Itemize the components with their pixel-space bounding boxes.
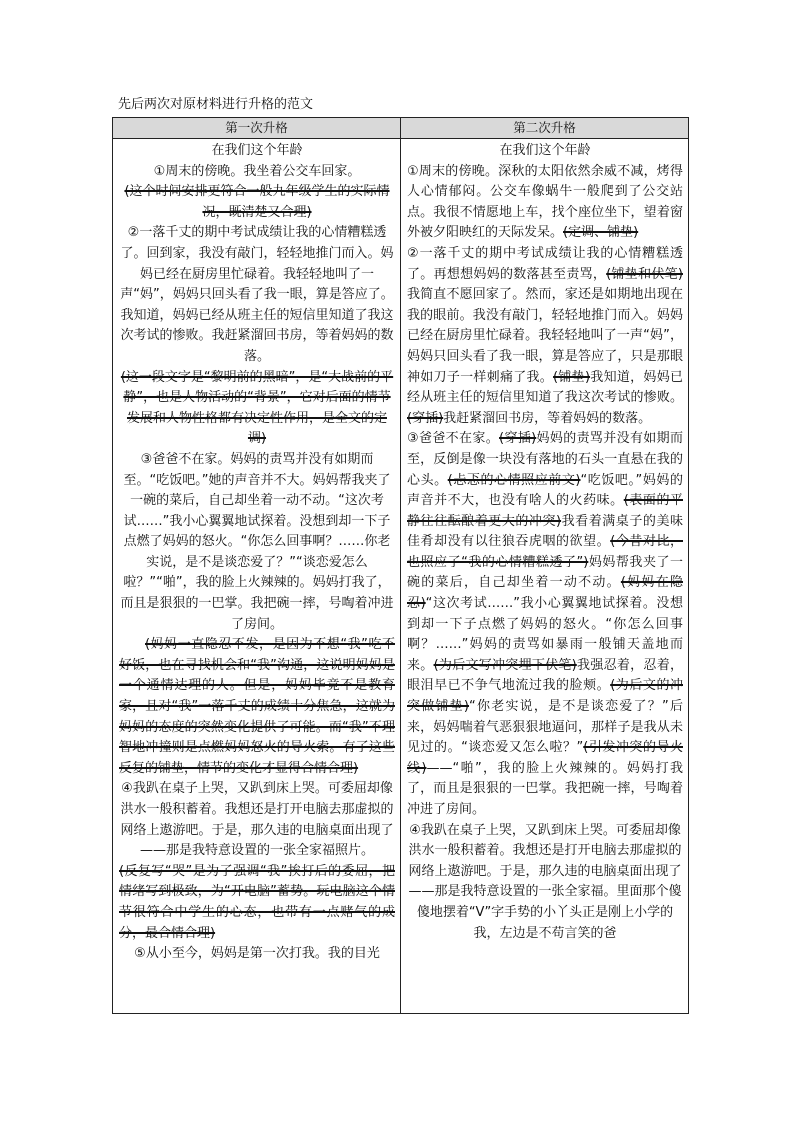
- table-body-row: [113, 139, 689, 1014]
- revision-note: (为后文写冲突埋下伏笔): [433, 657, 577, 673]
- page-heading: 先后两次对原材料进行升格的范文: [118, 97, 314, 112]
- revision-note: (定调、铺垫): [563, 225, 639, 241]
- paragraph-4: ④我趴在桌子上哭，又趴到床上哭。可委屈却像洪水一般积蓄着。我想还是打开电脑去那虚拟的网络上遨游吧。于是，那久违的电脑桌面出现了——那是我特意设置的一张全家福照片。: [120, 781, 394, 859]
- revision-note: (这个时间安排更符合一般九年级学生的实际情况，既清楚又合理): [124, 184, 390, 220]
- column-header-second: 第二次升格: [401, 118, 689, 139]
- second-revision-text: [401, 139, 688, 1013]
- revision-note: (引发冲突的导火线): [407, 740, 683, 776]
- table-header-row: [113, 118, 689, 139]
- paragraph-1: ①周末的傍晚。我坐着公交车回家。: [153, 163, 361, 179]
- first-revision-text: [113, 139, 400, 1013]
- column-header-first: 第一次升格: [113, 118, 401, 139]
- revision-note: (铺垫): [553, 369, 591, 385]
- comparison-table: [112, 117, 689, 1014]
- revision-note: (妈妈一直隐忍不发，是因为不想“我”吃不好饭，也在寻找机会和“我”沟通，这说明妈妈是一个通情达理的人。但是，妈妈毕竟不是教育家，且对“我”一落千丈的成绩十分焦急，这就为妈妈的态度的突然变化提供了可能。而“我”不理智地冲撞则是点燃妈妈怒火的导火索。有了这些反复的铺垫，情节的变化才显得合情合理): [119, 637, 395, 776]
- revision-note: (妈妈在隐忍): [407, 575, 683, 612]
- revision-note: (铺垫和伏笔): [606, 266, 683, 282]
- paragraph-1: ①周末的傍晚。深秋的太阳依然余威不减，烤得人心情郁闷。公交车像蜗牛一般爬到了公交站点。我很不情愿地上车，找个座位坐下，望着窗外被夕阳映红的天际发呆。(定调、铺垫): [407, 163, 683, 241]
- paragraph-3: ③爸爸不在家。妈妈的责骂并没有如期而至。“吃饭吧。”她的声音并不大。妈妈帮我夹了一碗的菜后，自己却坐着一动不动。“这次考试……”我小心翼翼地试探着。没想到却一下子点燃了妈妈的怒火。“你怎么回事啊？……你老实说，是不是谈恋爱了？”“谈恋爱怎么啦？”“啪”，我的脸上火辣辣的。妈妈打我了，而且是狠狠的一巴掌。我把碗一摔，号啕着冲进了房间。: [120, 451, 394, 632]
- revision-note: (表面的平静往往酝酿着更大的冲突): [407, 493, 683, 529]
- paragraph-3: ③爸爸不在家。(穿插)妈妈的责骂并没有如期而至，反倒是像一块没有落地的石头一直悬在我的心头。(忐忑的心情照应前文)“吃饭吧。”妈妈的声音并不大，也没有啥人的火药味。(表面的平静往往酝酿着更大的冲突)我看着满桌子的美味佳肴却没有以往狼吞虎咽的欲望。(今昔对比，也照应了“我的心情糟糕透了”)妈妈帮我夹了一碗的菜后，自己却坐着一动不动。(妈妈在隐忍)“这次考试……”我小心翼翼地试探着。没想到却一下子点燃了妈妈的怒火。“你怎么回事啊？……”妈妈的责骂如暴雨一般铺天盖地而来。(为后文写冲突埋下伏笔)我强忍着，忍着，眼泪早已不争气地流过我的脸颊。(为后文的冲突做铺垫)“你老实说，是不是谈恋爱了？”后来，妈妈喘着气恶狠狠地逼问，那样子是我从未见过的。“谈恋爱又怎么啦？”(引发冲突的导火线)——“啪”，我的脸上火辣辣的。妈妈打我了，而且是狠狠的一巴掌。我把碗一摔，号啕着冲进了房间。: [407, 431, 683, 817]
- first-revision-cell: [113, 139, 401, 1014]
- revision-note: (今昔对比，也照应了“我的心情糟糕透了”): [407, 534, 683, 570]
- revision-note: (忐忑的心情照应前文): [447, 472, 581, 488]
- revision-note: (反复写“哭”是为了强调“我”挨打后的委屈，把情绪写到极致，为“开电脑”蓄势。玩电脑这个情节很符合中学生的心态，也带有一点赌气的成分，最合情合理): [119, 863, 395, 941]
- paragraph-5: ⑤从小至今，妈妈是第一次打我。我的目光: [134, 946, 380, 962]
- second-revision-cell: [401, 139, 689, 1014]
- paragraph-2: ②一落千丈的期中考试成绩让我的心情糟糕透了。再想想妈妈的数落甚至责骂，(铺垫和伏笔)我简直不愿回家了。然而，家还是如期地出现在我的眼前。我没有敲门，轻轻地推门而入。妈妈已经在厨房里忙碌着。我轻轻地叫了一声“妈”，妈妈只回头看了我一眼，算是答应了，只是那眼神如刀子一样刺痛了我。(铺垫)我知道，妈妈已经从班主任的短信里知道了我这次考试的惨败。(穿插)我赶紧溜回书房，等着妈妈的数落。: [407, 245, 683, 426]
- revision-note: (穿插): [407, 410, 444, 426]
- essay-title: 在我们这个年龄: [499, 143, 591, 158]
- paragraph-4: ④我趴在桌子上哭，又趴到床上哭。可委屈却像洪水一般积蓄着。我想还是打开电脑去那虚拟的网络上遨游吧。于是，那久违的电脑桌面出现了——那是我特意设置的一张全家福。里面那个傻傻地摆着“V”字手势的小丫头正是刚上小学的我，左边是不苟言笑的爸: [408, 822, 682, 941]
- revision-note: (这一段文字是“黎明前的黑暗”，是“大战前的平静”，也是人物活动的“背景”，它对后面的情节发展和人物性格都有决定性作用，是全文的定调): [120, 369, 394, 447]
- revision-note: (为后文的冲突做铺垫): [407, 678, 683, 715]
- paragraph-2: ②一落千丈的期中考试成绩让我的心情糟糕透了。回到家，我没有敲门，轻轻地推门而入。妈妈已经在厨房里忙碌着。我轻轻地叫了一声“妈”，妈妈只回头看了我一眼，算是答应了。我知道，妈妈已经从班主任的短信里知道了我这次考试的惨败。我赶紧溜回书房，等着妈妈的数落。: [120, 225, 394, 364]
- essay-title: 在我们这个年龄: [211, 143, 303, 158]
- revision-note: (穿插): [499, 431, 537, 447]
